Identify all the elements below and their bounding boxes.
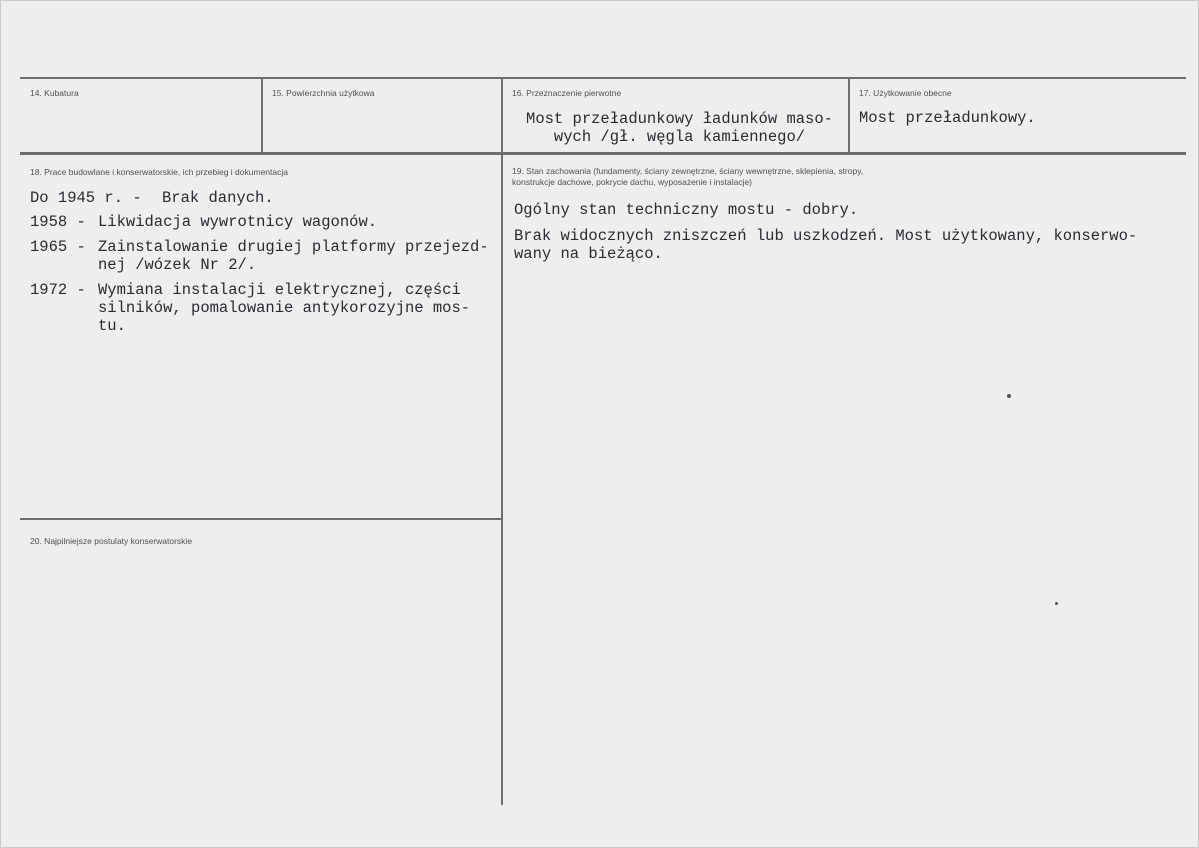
field-16-label: 16. Przeznaczenie pierwotne xyxy=(512,88,622,98)
top-rule xyxy=(20,77,1186,79)
divider-14-15 xyxy=(261,78,263,153)
work-entry-3 xyxy=(30,238,500,274)
field-17-label: 17. Użytkowanie obecne xyxy=(859,88,952,98)
work-entry-4 xyxy=(30,281,500,335)
work-entry-text: Wymiana instalacji elektrycznej, części silników, pomalowanie antykorozyjne mos- tu. xyxy=(98,281,471,335)
field-19-label: 19. Stan zachowania (fundamenty, ściany zewnętrzne, ściany wewnętrzne, sklepienia, stropy, konstrukcje dachowe, pokrycie dachu, wyposażenie i instalacje) xyxy=(512,166,864,187)
work-entry-2 xyxy=(30,213,500,231)
field-17-value[interactable]: Most przeładunkowy. xyxy=(859,109,1036,127)
work-entry-text: Zainstalowanie drugiej platformy przejezd- nej /wózek Nr 2/. xyxy=(98,238,489,274)
work-entry-1 xyxy=(30,189,500,207)
work-entry-year: 1965 - xyxy=(30,238,86,256)
work-entry-year: 1972 - xyxy=(30,281,86,299)
divider-main-column xyxy=(501,153,503,805)
work-entry-text: Brak danych. xyxy=(162,189,274,207)
condition-line-1: Ogólny stan techniczny mostu - dobry. xyxy=(514,201,859,219)
work-entry-year: 1958 - xyxy=(30,213,86,231)
row1-bottom-rule xyxy=(20,152,1186,155)
work-entry-year: Do 1945 r. - xyxy=(30,189,142,207)
field-14-label: 14. Kubatura xyxy=(30,88,79,98)
work-entry-text: Likwidacja wywrotnicy wagonów. xyxy=(98,213,378,231)
section18-bottom-rule xyxy=(20,518,502,520)
paper-speck xyxy=(1055,602,1058,605)
field-20-label: 20. Najpilniejsze postulaty konserwatorskie xyxy=(30,536,193,546)
divider-15-16 xyxy=(501,78,503,153)
field-18-label: 18. Prace budowlane i konserwatorskie, ich przebieg i dokumentacja xyxy=(30,167,288,177)
condition-line-2: Brak widocznych zniszczeń lub uszkodzeń. Most użytkowany, konserwo- wany na bieżąco. xyxy=(514,227,1138,263)
field-16-value[interactable]: Most przeładunkowy ładunków maso- wych /gł. węgla kamiennego/ xyxy=(526,110,833,146)
divider-16-17 xyxy=(848,78,850,153)
paper-speck xyxy=(1007,394,1011,398)
field-15-label: 15. Powierzchnia użytkowa xyxy=(272,88,375,98)
